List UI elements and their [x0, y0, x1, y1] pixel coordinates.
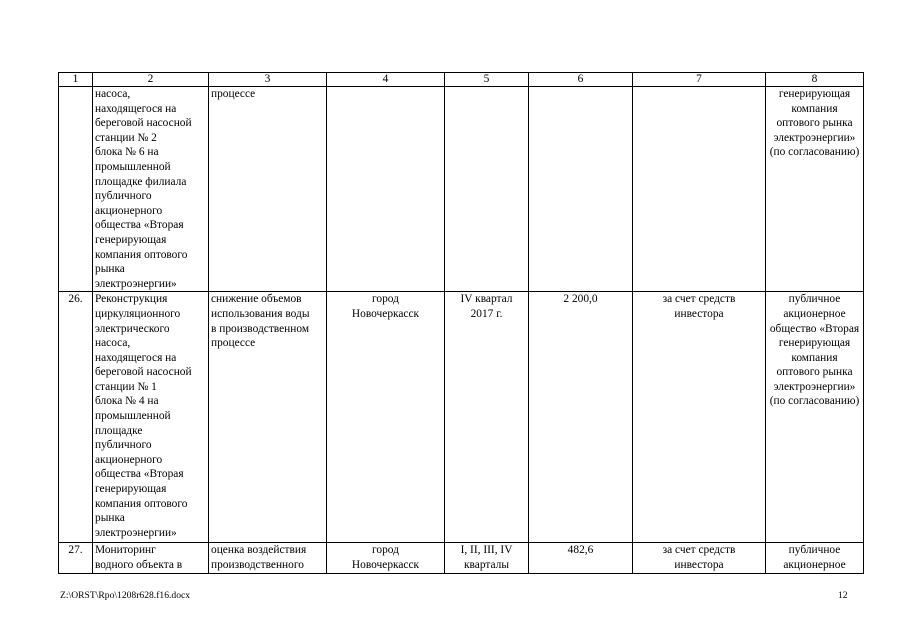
- cell-text-line: компания: [791, 351, 838, 364]
- cell-text-line: процессе: [211, 88, 256, 100]
- cost-cell: 2 200,0: [529, 292, 633, 543]
- place-cell: [327, 292, 445, 543]
- row-number: [59, 87, 93, 292]
- cell-text-line: электроэнергии»: [95, 277, 177, 290]
- column-number: 8: [766, 73, 864, 87]
- cell-text-line: генерирующая: [95, 483, 167, 496]
- cell-text-line: использования воды: [211, 307, 310, 320]
- cell-text-line: генерирующая: [95, 233, 167, 246]
- executor-cell: [766, 292, 864, 543]
- cell-text-line: общества «Вторая: [95, 468, 184, 481]
- cell-text-line: водного объекта в: [95, 558, 183, 571]
- column-number: 3: [209, 73, 327, 87]
- cell-text-line: рынка: [95, 263, 125, 276]
- cell-text-line: Реконструкция: [95, 293, 168, 306]
- table-row: [59, 292, 864, 543]
- purpose-cell: [209, 292, 327, 543]
- cell-text-line: Мониторинг: [95, 544, 156, 557]
- row-number: 26.: [59, 292, 93, 543]
- cell-text-line: IV квартал: [460, 293, 513, 306]
- cell-text-line: инвестора: [674, 307, 724, 320]
- cell-text-line: акционерное: [783, 307, 846, 320]
- cost-cell: 482,6: [529, 543, 633, 573]
- source-cell: [633, 543, 766, 573]
- cell-text-line: акционерного: [95, 204, 163, 217]
- cell-text-line: оптового рынка: [776, 366, 853, 379]
- object-cell: [93, 292, 209, 543]
- cell-text-line: электрического: [95, 322, 170, 335]
- cell-text-line: 2017 г.: [470, 307, 503, 320]
- cell-text-line: электроэнергии»: [773, 131, 856, 144]
- column-number: 2: [93, 73, 209, 87]
- place-cell: [327, 87, 445, 292]
- place-cell: [327, 543, 445, 573]
- purpose-cell: [209, 543, 327, 573]
- cell-text-line: электроэнергии»: [773, 380, 856, 393]
- cell-text-line: генерирующая: [778, 88, 851, 100]
- document-file-path: Z:\ORST\Rpo\1208r628.f16.docx: [60, 590, 191, 601]
- cell-text-line: публичное: [788, 544, 841, 557]
- table-row: [59, 87, 864, 292]
- cell-text-line: общества «Вторая: [95, 219, 184, 232]
- cell-text-line: публичного: [95, 190, 152, 203]
- cell-text-line: станции № 2: [95, 131, 157, 144]
- cell-text-line: за счет средств: [662, 544, 736, 557]
- source-cell: [633, 87, 766, 292]
- cell-text-line: публичного: [95, 439, 152, 452]
- cost-cell: [529, 87, 633, 292]
- cell-text-line: блока № 6 на: [95, 146, 159, 159]
- table-row: [59, 543, 864, 573]
- executor-cell: [766, 543, 864, 573]
- cell-text-line: (по согласованию): [769, 146, 860, 159]
- column-number: 6: [529, 73, 633, 87]
- cell-text-line: промышленной: [95, 160, 171, 173]
- cell-text-line: в производственном: [211, 322, 310, 335]
- column-number: 4: [327, 73, 445, 87]
- cell-text-line: станции № 1: [95, 380, 157, 393]
- column-number-row: [59, 73, 864, 87]
- cell-text-line: город: [372, 544, 399, 557]
- cell-text-line: процессе: [211, 337, 256, 350]
- cell-text-line: акционерного: [95, 453, 163, 466]
- cell-text-line: оценка воздействия: [211, 544, 307, 557]
- cell-text-line: блока № 4 на: [95, 395, 159, 408]
- cell-text-line: береговой насосной: [95, 117, 192, 130]
- source-cell: [633, 292, 766, 543]
- column-number: 5: [445, 73, 529, 87]
- measures-table: [58, 72, 864, 574]
- cell-text-line: электроэнергии»: [95, 526, 177, 539]
- period-cell: [445, 292, 529, 543]
- object-cell: [93, 543, 209, 573]
- cell-text-line: компания оптового: [95, 248, 188, 261]
- cell-text-line: циркуляционного: [95, 307, 181, 320]
- cell-text-line: площадке филиала: [95, 175, 187, 188]
- purpose-cell: [209, 87, 327, 292]
- cell-text-line: промышленной: [95, 410, 171, 423]
- page-number: 12: [838, 590, 848, 601]
- cell-text-line: насоса,: [95, 337, 131, 350]
- cell-text-line: (по согласованию): [769, 395, 860, 408]
- cell-text-line: находящегося на: [95, 351, 177, 364]
- cell-text-line: компания: [791, 102, 838, 115]
- cell-text-line: общество «Вторая: [769, 322, 860, 335]
- object-cell: [93, 87, 209, 292]
- cell-text-line: Новочеркасск: [351, 307, 420, 320]
- cell-text-line: публичное: [788, 293, 841, 306]
- cell-text-line: производственного: [211, 558, 304, 571]
- cell-text-line: оптового рынка: [776, 117, 853, 130]
- cell-text-line: I, II, III, IV: [460, 544, 513, 557]
- cell-text-line: площадке: [95, 424, 143, 437]
- cell-text-line: рынка: [95, 512, 125, 525]
- cell-text-line: Новочеркасск: [351, 558, 420, 571]
- cell-text-line: снижение объемов: [211, 293, 302, 306]
- period-cell: [445, 543, 529, 573]
- cell-text-line: насоса,: [95, 88, 131, 100]
- executor-cell: [766, 87, 864, 292]
- row-number: 27.: [59, 543, 93, 573]
- cell-text-line: кварталы: [464, 558, 509, 571]
- cell-text-line: акционерное: [783, 558, 846, 571]
- column-number: 7: [633, 73, 766, 87]
- cell-text-line: компания оптового: [95, 497, 188, 510]
- cell-text-line: находящегося на: [95, 102, 177, 115]
- cell-text-line: инвестора: [674, 558, 724, 571]
- cell-text-line: город: [372, 293, 399, 306]
- cell-text-line: за счет средств: [662, 293, 736, 306]
- cell-text-line: береговой насосной: [95, 366, 192, 379]
- period-cell: [445, 87, 529, 292]
- cell-text-line: генерирующая: [778, 337, 851, 350]
- column-number: 1: [59, 73, 93, 87]
